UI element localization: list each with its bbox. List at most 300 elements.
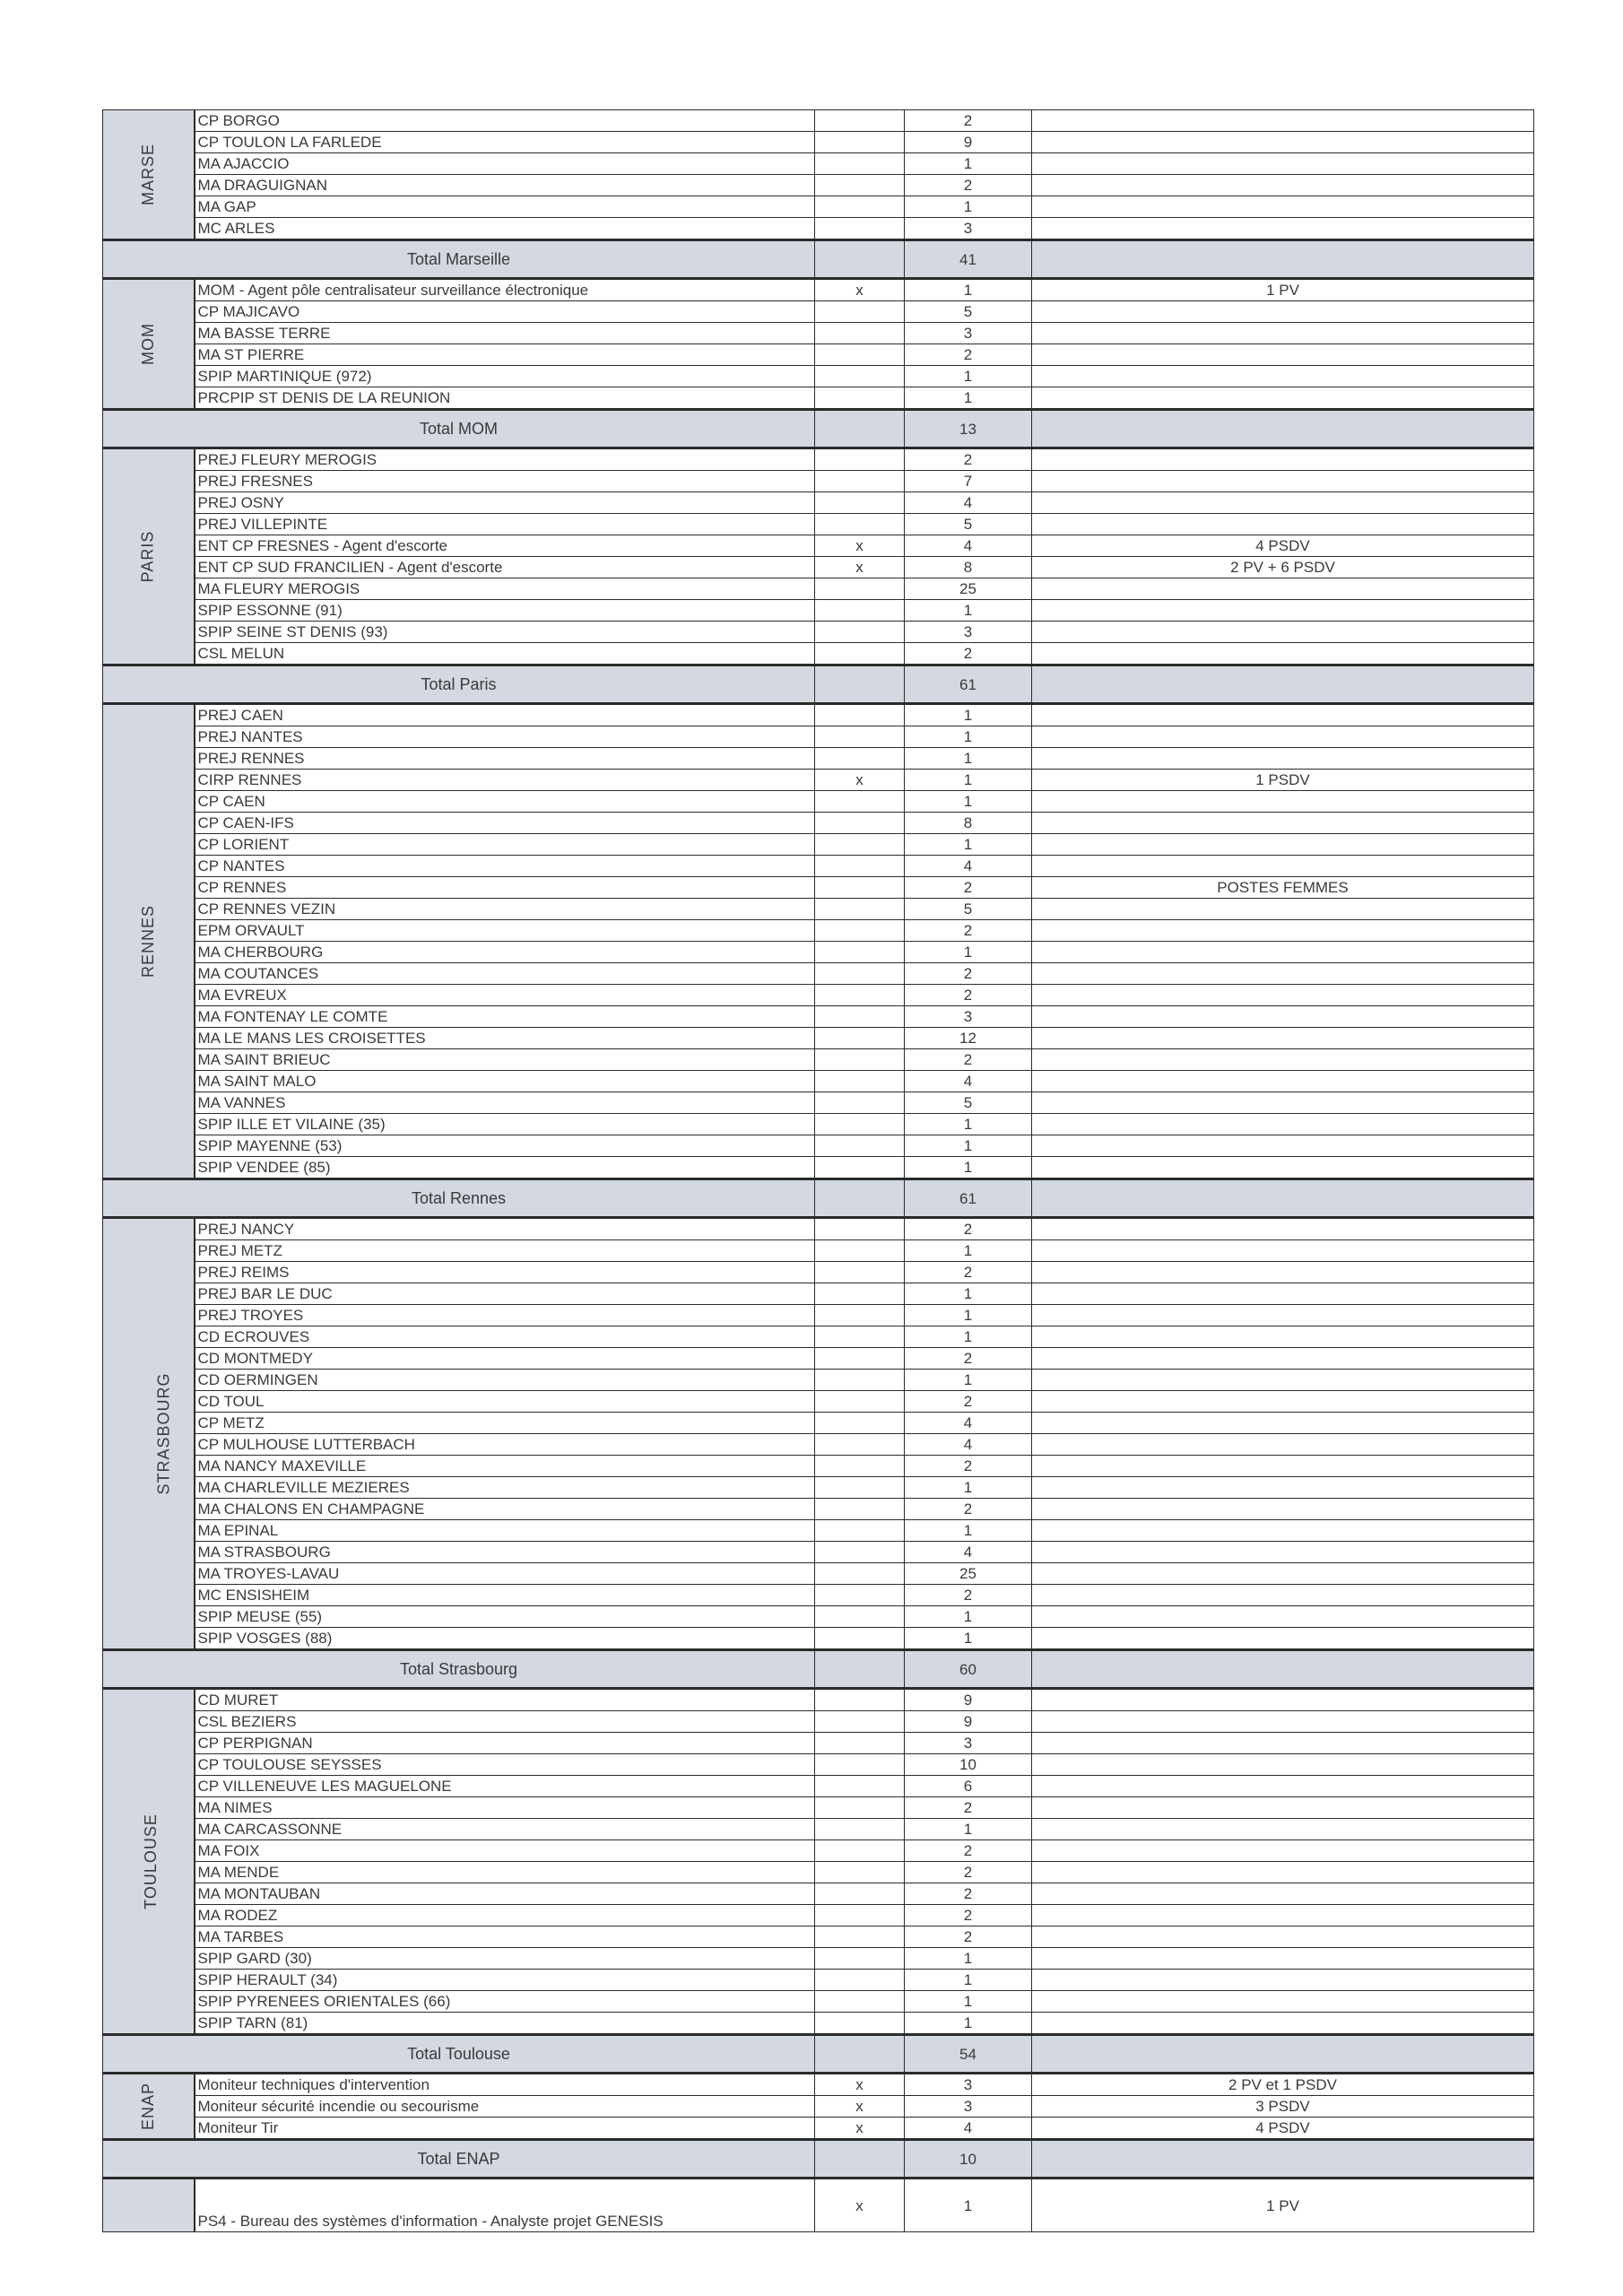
table-row [103, 963, 1534, 985]
table-row [103, 899, 1534, 920]
establishment-cell: CSL BEZIERS [195, 1711, 815, 1733]
remark-cell [1032, 791, 1534, 813]
count-cell: 1 [905, 791, 1032, 813]
flag-cell [815, 153, 905, 175]
count-cell: 2 [905, 963, 1032, 985]
table-row [103, 1628, 1534, 1650]
establishment-cell: PREJ TROYES [195, 1305, 815, 1326]
remark-cell [1032, 1628, 1534, 1650]
total-flag-cell [815, 665, 905, 704]
establishment-cell: MA AJACCIO [195, 153, 815, 175]
flag-cell [815, 726, 905, 748]
establishment-cell: PRCPIP ST DENIS DE LA REUNION [195, 387, 815, 410]
table-row [103, 942, 1534, 963]
count-cell: 1 [905, 2013, 1032, 2035]
establishment-cell: SPIP ESSONNE (91) [195, 600, 815, 622]
establishment-cell: MA NIMES [195, 1797, 815, 1819]
count-cell: 25 [905, 1563, 1032, 1585]
table-row [103, 704, 1534, 726]
flag-cell [815, 1370, 905, 1391]
establishment-cell: MA MONTAUBAN [195, 1883, 815, 1905]
count-cell: 2 [905, 1049, 1032, 1071]
table-row [103, 1157, 1534, 1179]
remark-cell: 3 PSDV [1032, 2096, 1534, 2118]
flag-cell [815, 110, 905, 132]
remark-cell: 1 PSDV [1032, 770, 1534, 791]
flag-cell [815, 1157, 905, 1179]
total-flag-cell [815, 240, 905, 279]
count-cell: 1 [905, 1606, 1032, 1628]
remark-cell [1032, 1733, 1534, 1754]
table-row [103, 1689, 1534, 1711]
establishment-cell: MA SAINT MALO [195, 1071, 815, 1092]
count-cell: 4 [905, 492, 1032, 514]
count-cell: 8 [905, 813, 1032, 834]
count-cell: 1 [905, 1477, 1032, 1499]
remark-cell [1032, 899, 1534, 920]
remark-cell [1032, 323, 1534, 344]
flag-cell [815, 2013, 905, 2035]
flag-cell [815, 132, 905, 153]
total-remark-cell [1032, 2035, 1534, 2074]
remark-cell [1032, 942, 1534, 963]
count-cell: 4 [905, 1413, 1032, 1434]
table-row [103, 2179, 1534, 2232]
remark-cell [1032, 1348, 1534, 1370]
remark-cell: 2 PV et 1 PSDV [1032, 2074, 1534, 2096]
remark-cell [1032, 1049, 1534, 1071]
establishment-cell: MA FONTENAY LE COMTE [195, 1006, 815, 1028]
table-row [103, 492, 1534, 514]
establishment-cell: CD TOUL [195, 1391, 815, 1413]
remark-cell [1032, 387, 1534, 410]
flag-cell [815, 366, 905, 387]
remark-cell: 4 PSDV [1032, 535, 1534, 557]
table-row [103, 514, 1534, 535]
establishment-cell: MC ENSISHEIM [195, 1585, 815, 1606]
establishment-cell: SPIP PYRENEES ORIENTALES (66) [195, 1991, 815, 2013]
flag-cell: x [815, 2074, 905, 2096]
table-row [103, 1028, 1534, 1049]
flag-cell [815, 1434, 905, 1456]
total-remark-cell [1032, 2140, 1534, 2179]
table-row [103, 2074, 1534, 2096]
total-count: 13 [905, 410, 1032, 448]
establishment-cell: ENT CP SUD FRANCILIEN - Agent d'escorte [195, 557, 815, 578]
remark-cell [1032, 643, 1534, 665]
total-label: Total Paris [103, 665, 815, 704]
count-cell: 2 [905, 1499, 1032, 1520]
count-cell: 3 [905, 1733, 1032, 1754]
total-row [103, 1650, 1534, 1689]
total-row [103, 2035, 1534, 2074]
table-row [103, 1434, 1534, 1456]
table-row [103, 387, 1534, 410]
region-cell [103, 448, 195, 665]
table-row [103, 578, 1534, 600]
count-cell: 3 [905, 2074, 1032, 2096]
table-row [103, 1585, 1534, 1606]
count-cell: 2 [905, 1218, 1032, 1240]
count-cell: 9 [905, 1689, 1032, 1711]
flag-cell [815, 1862, 905, 1883]
table-row [103, 153, 1534, 175]
establishment-cell: PREJ FLEURY MEROGIS [195, 448, 815, 471]
count-cell: 3 [905, 323, 1032, 344]
remark-cell [1032, 920, 1534, 942]
count-cell: 1 [905, 2179, 1032, 2232]
establishment-cell: SPIP HERAULT (34) [195, 1970, 815, 1991]
establishment-cell: MA STRASBOURG [195, 1542, 815, 1563]
total-flag-cell [815, 1650, 905, 1689]
establishment-cell: PREJ NANCY [195, 1218, 815, 1240]
total-label: Total Strasbourg [103, 1650, 815, 1689]
flag-cell [815, 1585, 905, 1606]
flag-cell [815, 1006, 905, 1028]
total-count: 61 [905, 1179, 1032, 1218]
count-cell: 9 [905, 1711, 1032, 1733]
establishment-cell: MA CHERBOURG [195, 942, 815, 963]
count-cell: 1 [905, 1520, 1032, 1542]
remark-cell [1032, 1754, 1534, 1776]
remark-cell [1032, 218, 1534, 240]
establishment-cell: MA COUTANCES [195, 963, 815, 985]
remark-cell [1032, 1456, 1534, 1477]
table-row [103, 726, 1534, 748]
table-row [103, 1006, 1534, 1028]
table-row [103, 2013, 1534, 2035]
establishment-cell: CP CAEN-IFS [195, 813, 815, 834]
establishment-cell: CP VILLENEUVE LES MAGUELONE [195, 1776, 815, 1797]
flag-cell [815, 448, 905, 471]
flag-cell [815, 1477, 905, 1499]
flag-cell [815, 856, 905, 877]
establishment-cell: MA FOIX [195, 1840, 815, 1862]
count-cell: 1 [905, 153, 1032, 175]
establishment-cell: MA EPINAL [195, 1520, 815, 1542]
count-cell: 2 [905, 1883, 1032, 1905]
establishment-cell: SPIP TARN (81) [195, 2013, 815, 2035]
table-row [103, 196, 1534, 218]
remark-cell [1032, 834, 1534, 856]
flag-cell: x [815, 557, 905, 578]
count-cell: 1 [905, 1970, 1032, 1991]
count-cell: 4 [905, 1542, 1032, 1563]
table-row [103, 1262, 1534, 1283]
count-cell: 2 [905, 1585, 1032, 1606]
flag-cell [815, 471, 905, 492]
remark-cell [1032, 1563, 1534, 1585]
flag-cell [815, 218, 905, 240]
flag-cell [815, 578, 905, 600]
flag-cell [815, 942, 905, 963]
remark-cell [1032, 153, 1534, 175]
count-cell: 1 [905, 1283, 1032, 1305]
remark-cell [1032, 1218, 1534, 1240]
flag-cell [815, 1628, 905, 1650]
table-row [103, 471, 1534, 492]
remark-cell [1032, 748, 1534, 770]
table-row [103, 1542, 1534, 1563]
establishment-cell: CD MONTMEDY [195, 1348, 815, 1370]
remark-cell [1032, 963, 1534, 985]
count-cell: 5 [905, 514, 1032, 535]
remark-cell [1032, 1542, 1534, 1563]
remark-cell [1032, 1499, 1534, 1520]
count-cell: 2 [905, 643, 1032, 665]
remark-cell: 2 PV + 6 PSDV [1032, 557, 1534, 578]
remark-cell [1032, 492, 1534, 514]
remark-cell [1032, 1819, 1534, 1840]
establishment-cell: MC ARLES [195, 218, 815, 240]
table-row [103, 1883, 1534, 1905]
establishment-cell: MA SAINT BRIEUC [195, 1049, 815, 1071]
region-label: MARSE [138, 143, 157, 206]
flag-cell [815, 704, 905, 726]
region-cell [103, 2074, 195, 2140]
remark-cell [1032, 1862, 1534, 1883]
remark-cell [1032, 1991, 1534, 2013]
count-cell: 1 [905, 726, 1032, 748]
count-cell: 1 [905, 1628, 1032, 1650]
table-row [103, 344, 1534, 366]
establishment-cell: SPIP MEUSE (55) [195, 1606, 815, 1628]
count-cell: 1 [905, 1370, 1032, 1391]
establishment-cell: MA FLEURY MEROGIS [195, 578, 815, 600]
flag-cell [815, 1542, 905, 1563]
remark-cell [1032, 448, 1534, 471]
flag-cell [815, 1305, 905, 1326]
remark-cell [1032, 1606, 1534, 1628]
total-flag-cell [815, 2140, 905, 2179]
flag-cell [815, 514, 905, 535]
remark-cell [1032, 1305, 1534, 1326]
table-row [103, 1970, 1534, 1991]
count-cell: 10 [905, 1754, 1032, 1776]
table-row [103, 1348, 1534, 1370]
establishment-cell: CP RENNES VEZIN [195, 899, 815, 920]
total-remark-cell [1032, 240, 1534, 279]
table-row [103, 535, 1534, 557]
flag-cell [815, 1283, 905, 1305]
region-label: STRASBOURG [154, 1372, 173, 1495]
count-cell: 1 [905, 279, 1032, 301]
count-cell: 1 [905, 942, 1032, 963]
table-row [103, 770, 1534, 791]
establishment-cell: PREJ RENNES [195, 748, 815, 770]
remark-cell [1032, 600, 1534, 622]
flag-cell [815, 877, 905, 899]
count-cell: 2 [905, 985, 1032, 1006]
count-cell: 3 [905, 622, 1032, 643]
establishment-cell: PREJ REIMS [195, 1262, 815, 1283]
region-cell [103, 279, 195, 410]
flag-cell [815, 301, 905, 323]
table-row [103, 1563, 1534, 1585]
count-cell: 3 [905, 218, 1032, 240]
flag-cell [815, 1413, 905, 1434]
count-cell: 3 [905, 2096, 1032, 2118]
establishment-cell: PREJ FRESNES [195, 471, 815, 492]
establishment-cell: CP TOULOUSE SEYSSES [195, 1754, 815, 1776]
total-count: 10 [905, 2140, 1032, 2179]
remark-cell [1032, 1283, 1534, 1305]
total-label: Total Rennes [103, 1179, 815, 1218]
flag-cell [815, 1905, 905, 1926]
establishment-cell: CD MURET [195, 1689, 815, 1711]
count-cell: 1 [905, 1114, 1032, 1135]
establishment-cell: Moniteur Tir [195, 2118, 815, 2140]
table-row [103, 877, 1534, 899]
remark-cell [1032, 1114, 1534, 1135]
count-cell: 4 [905, 535, 1032, 557]
total-label: Total ENAP [103, 2140, 815, 2179]
remark-cell [1032, 1840, 1534, 1862]
establishment-cell: CP METZ [195, 1413, 815, 1434]
total-flag-cell [815, 1179, 905, 1218]
flag-cell [815, 748, 905, 770]
remark-cell [1032, 1262, 1534, 1283]
remark-cell [1032, 1689, 1534, 1711]
flag-cell [815, 1970, 905, 1991]
table-row [103, 1049, 1534, 1071]
flag-cell: x [815, 279, 905, 301]
remark-cell [1032, 366, 1534, 387]
establishment-cell: CP MULHOUSE LUTTERBACH [195, 1434, 815, 1456]
remark-cell [1032, 196, 1534, 218]
remark-cell [1032, 1240, 1534, 1262]
table-row [103, 2118, 1534, 2140]
flag-cell [815, 492, 905, 514]
total-label: Total MOM [103, 410, 815, 448]
table-row [103, 920, 1534, 942]
count-cell: 4 [905, 2118, 1032, 2140]
count-cell: 2 [905, 1797, 1032, 1819]
table-row [103, 366, 1534, 387]
establishment-cell: MA ST PIERRE [195, 344, 815, 366]
flag-cell [815, 1114, 905, 1135]
remark-cell [1032, 578, 1534, 600]
table-row [103, 1776, 1534, 1797]
establishment-cell: CSL MELUN [195, 643, 815, 665]
total-flag-cell [815, 410, 905, 448]
table-row [103, 1413, 1534, 1434]
establishment-cell: MA CARCASSONNE [195, 1819, 815, 1840]
remark-cell: 1 PV [1032, 279, 1534, 301]
count-cell: 1 [905, 1240, 1032, 1262]
establishment-cell: CD ECROUVES [195, 1326, 815, 1348]
establishment-cell: CP TOULON LA FARLEDE [195, 132, 815, 153]
flag-cell [815, 1049, 905, 1071]
table-row [103, 1456, 1534, 1477]
remark-cell [1032, 1391, 1534, 1413]
flag-cell: x [815, 2179, 905, 2232]
table-row [103, 1499, 1534, 1520]
establishment-cell: PREJ NANTES [195, 726, 815, 748]
remark-cell [1032, 1135, 1534, 1157]
establishment-cell: SPIP VOSGES (88) [195, 1628, 815, 1650]
flag-cell [815, 1092, 905, 1114]
establishment-cell: PS4 - Bureau des systèmes d'information - Analyste projet GENESIS [195, 2179, 815, 2232]
table-row [103, 448, 1534, 471]
flag-cell: x [815, 535, 905, 557]
establishment-cell: CIRP RENNES [195, 770, 815, 791]
count-cell: 12 [905, 1028, 1032, 1049]
flag-cell [815, 1326, 905, 1348]
table-row [103, 856, 1534, 877]
table-row [103, 1948, 1534, 1970]
region-cell [103, 1218, 195, 1650]
establishment-cell: CP NANTES [195, 856, 815, 877]
region-label: RENNES [138, 904, 157, 978]
table-row [103, 1862, 1534, 1883]
region-label: MOM [138, 323, 157, 365]
establishment-cell: PREJ VILLEPINTE [195, 514, 815, 535]
count-cell: 1 [905, 196, 1032, 218]
flag-cell [815, 1499, 905, 1520]
count-cell: 8 [905, 557, 1032, 578]
establishment-cell: EPM ORVAULT [195, 920, 815, 942]
flag-cell [815, 175, 905, 196]
remark-cell [1032, 301, 1534, 323]
establishment-cell: CP LORIENT [195, 834, 815, 856]
flag-cell [815, 387, 905, 410]
flag-cell [815, 1797, 905, 1819]
count-cell: 1 [905, 1157, 1032, 1179]
establishment-cell: CP PERPIGNAN [195, 1733, 815, 1754]
establishment-cell: MOM - Agent pôle centralisateur surveillance électronique [195, 279, 815, 301]
table-row [103, 1135, 1534, 1157]
region-cell [103, 110, 195, 240]
remark-cell [1032, 856, 1534, 877]
remark-cell [1032, 1883, 1534, 1905]
count-cell: 2 [905, 1262, 1032, 1283]
table-row [103, 622, 1534, 643]
count-cell: 1 [905, 770, 1032, 791]
flag-cell [815, 1028, 905, 1049]
count-cell: 5 [905, 1092, 1032, 1114]
remark-cell [1032, 2013, 1534, 2035]
establishment-cell: MA DRAGUIGNAN [195, 175, 815, 196]
remark-cell: POSTES FEMMES [1032, 877, 1534, 899]
table-row [103, 1520, 1534, 1542]
table-row [103, 791, 1534, 813]
flag-cell [815, 1733, 905, 1754]
table-row [103, 1305, 1534, 1326]
total-remark-cell [1032, 665, 1534, 704]
count-cell: 2 [905, 175, 1032, 196]
remark-cell [1032, 1157, 1534, 1179]
remark-cell [1032, 344, 1534, 366]
total-row [103, 665, 1534, 704]
establishment-cell: SPIP MARTINIQUE (972) [195, 366, 815, 387]
table-row [103, 1926, 1534, 1948]
table-row [103, 643, 1534, 665]
count-cell: 3 [905, 1006, 1032, 1028]
establishment-cell: SPIP MAYENNE (53) [195, 1135, 815, 1157]
flag-cell [815, 1520, 905, 1542]
remark-cell [1032, 471, 1534, 492]
establishment-cell: MA NANCY MAXEVILLE [195, 1456, 815, 1477]
table-row [103, 1840, 1534, 1862]
remark-cell [1032, 1948, 1534, 1970]
flag-cell [815, 1071, 905, 1092]
table-row [103, 1797, 1534, 1819]
remark-cell [1032, 1326, 1534, 1348]
flag-cell [815, 1926, 905, 1948]
count-cell: 2 [905, 1348, 1032, 1370]
establishment-cell: MA MENDE [195, 1862, 815, 1883]
